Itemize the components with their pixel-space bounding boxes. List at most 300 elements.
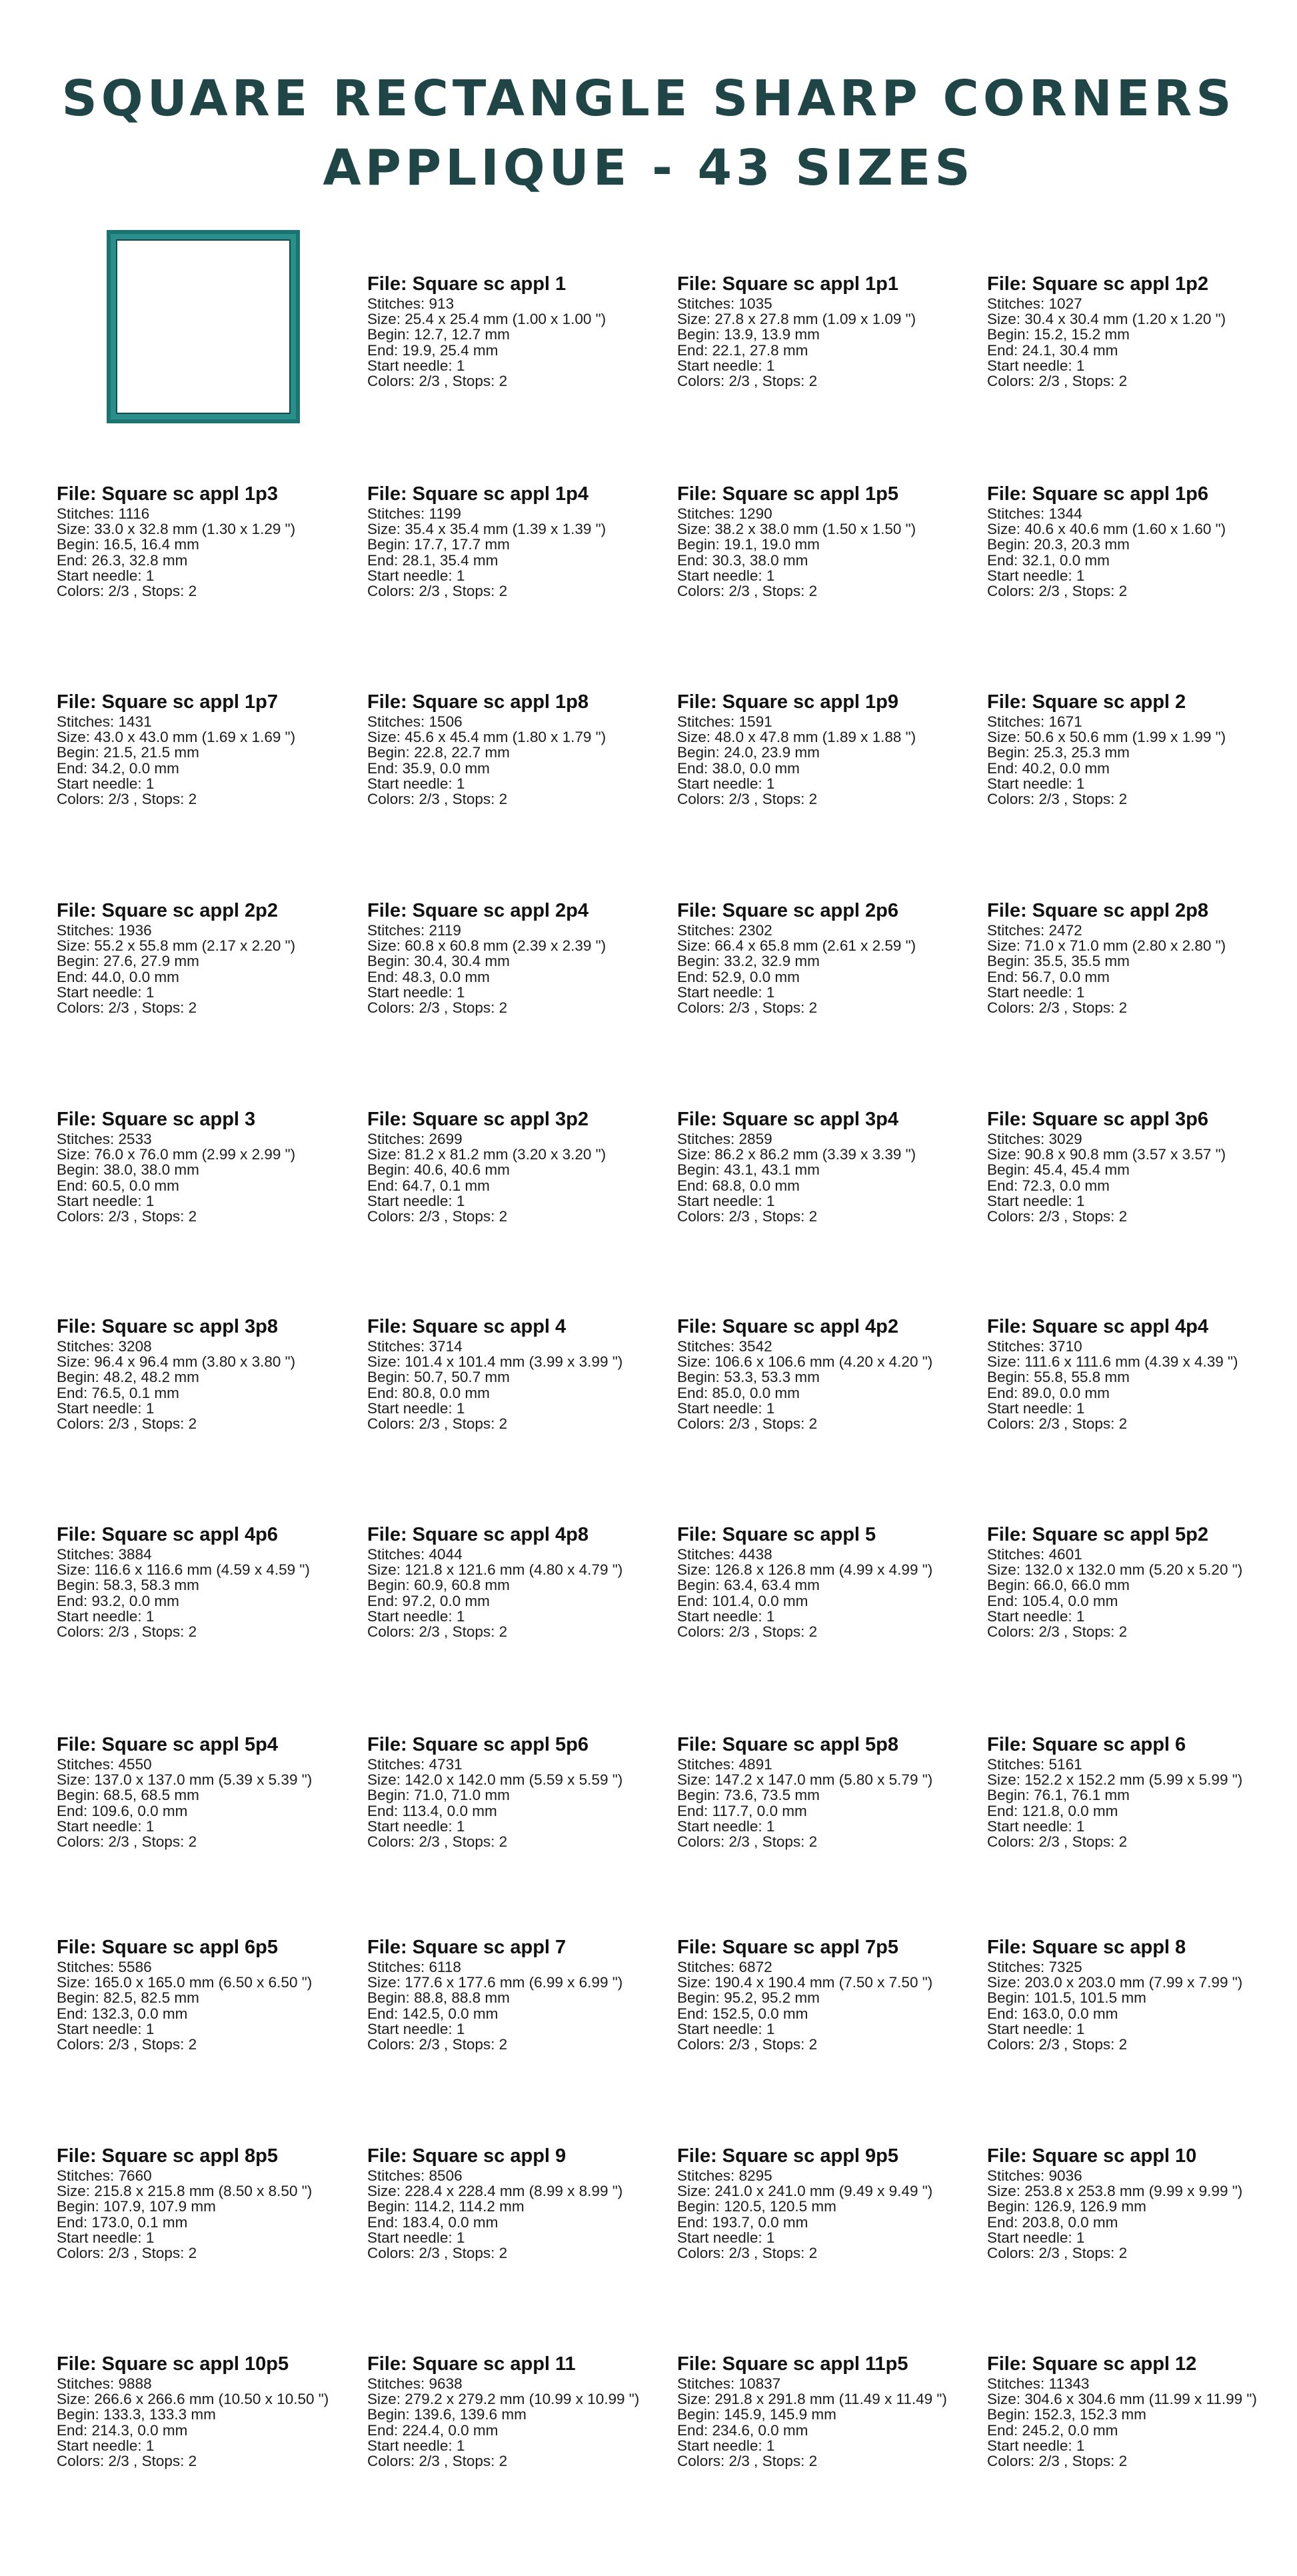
design-begin: Begin: 15.2, 15.2 mm xyxy=(987,326,1130,343)
design-entry xyxy=(57,2145,357,2261)
design-stitches: Stitches: 5586 xyxy=(57,1959,152,1975)
design-size: Size: 35.4 x 35.4 mm (1.39 x 1.39 ") xyxy=(367,521,607,538)
design-file-name: File: Square sc appl 4p8 xyxy=(367,1524,589,1545)
design-colors: Colors: 2/3 , Stops: 2 xyxy=(57,1833,197,1851)
design-file-name: File: Square sc appl 11 xyxy=(367,2353,576,2375)
design-colors: Colors: 2/3 , Stops: 2 xyxy=(987,373,1128,390)
design-size: Size: 121.8 x 121.6 mm (4.80 x 4.79 ") xyxy=(367,1561,623,1579)
title-line-1: SQUARE RECTANGLE SHARP CORNERS xyxy=(61,70,1236,127)
design-colors: Colors: 2/3 , Stops: 2 xyxy=(57,583,197,600)
design-stitches: Stitches: 2699 xyxy=(367,1131,463,1147)
design-start-needle: Start needle: 1 xyxy=(987,1817,1085,1835)
design-begin: Begin: 33.2, 32.9 mm xyxy=(677,953,820,970)
design-begin: Begin: 53.3, 53.3 mm xyxy=(677,1369,820,1386)
design-size: Size: 66.4 x 65.8 mm (2.61 x 2.59 ") xyxy=(677,937,916,955)
design-size: Size: 86.2 x 86.2 mm (3.39 x 3.39 ") xyxy=(677,1146,916,1163)
design-begin: Begin: 38.0, 38.0 mm xyxy=(57,1161,199,1179)
design-size: Size: 142.0 x 142.0 mm (5.59 x 5.59 ") xyxy=(367,1771,623,1789)
design-colors: Colors: 2/3 , Stops: 2 xyxy=(677,999,818,1017)
design-entry xyxy=(367,2145,667,2261)
design-begin: Begin: 82.5, 82.5 mm xyxy=(57,1989,199,2007)
design-start-needle: Start needle: 1 xyxy=(367,357,465,374)
design-colors: Colors: 2/3 , Stops: 2 xyxy=(987,1208,1128,1225)
design-size: Size: 96.4 x 96.4 mm (3.80 x 3.80 ") xyxy=(57,1353,296,1371)
design-stitches: Stitches: 5161 xyxy=(987,1756,1082,1773)
design-start-needle: Start needle: 1 xyxy=(987,983,1085,1001)
design-entry xyxy=(57,691,357,807)
design-end: End: 34.2, 0.0 mm xyxy=(57,759,179,777)
design-size: Size: 48.0 x 47.8 mm (1.89 x 1.88 ") xyxy=(677,729,916,746)
design-start-needle: Start needle: 1 xyxy=(367,1817,465,1835)
design-end: End: 152.5, 0.0 mm xyxy=(677,2005,808,2022)
design-end: End: 224.4, 0.0 mm xyxy=(367,2421,499,2439)
design-begin: Begin: 95.2, 95.2 mm xyxy=(677,1989,820,2007)
design-file-name: File: Square sc appl 4p6 xyxy=(57,1524,278,1545)
design-size: Size: 279.2 x 279.2 mm (10.99 x 10.99 ") xyxy=(367,2391,640,2408)
design-entry xyxy=(987,1937,1287,2052)
design-file-name: File: Square sc appl 2p4 xyxy=(367,900,589,921)
design-start-needle: Start needle: 1 xyxy=(367,1399,465,1417)
design-stitches: Stitches: 9036 xyxy=(987,2167,1082,2184)
page-title xyxy=(0,64,1297,203)
design-begin: Begin: 12.7, 12.7 mm xyxy=(367,326,510,343)
design-file-name: File: Square sc appl 11p5 xyxy=(677,2353,908,2375)
design-file-name: File: Square sc appl 5 xyxy=(677,1524,876,1545)
design-size: Size: 60.8 x 60.8 mm (2.39 x 2.39 ") xyxy=(367,937,607,955)
design-stitches: Stitches: 7325 xyxy=(987,1959,1082,1975)
design-entry xyxy=(987,2145,1287,2261)
design-entry xyxy=(57,1524,357,1639)
design-start-needle: Start needle: 1 xyxy=(987,1399,1085,1417)
design-stitches: Stitches: 2119 xyxy=(367,922,461,939)
design-entry xyxy=(987,483,1287,599)
design-entry xyxy=(367,691,667,807)
design-start-needle: Start needle: 1 xyxy=(57,1192,155,1209)
design-end: End: 40.2, 0.0 mm xyxy=(987,759,1110,777)
preview-outer-border xyxy=(109,232,298,421)
design-file-name: File: Square sc appl 10 xyxy=(987,2145,1197,2167)
design-end: End: 72.3, 0.0 mm xyxy=(987,1177,1110,1194)
design-end: End: 56.7, 0.0 mm xyxy=(987,968,1110,985)
design-begin: Begin: 133.3, 133.3 mm xyxy=(57,2406,216,2423)
design-entry xyxy=(677,1109,977,1224)
design-end: End: 163.0, 0.0 mm xyxy=(987,2005,1118,2022)
design-file-name: File: Square sc appl 3p2 xyxy=(367,1109,589,1130)
design-colors: Colors: 2/3 , Stops: 2 xyxy=(987,2036,1128,2053)
design-entry xyxy=(987,1316,1287,1431)
design-start-needle: Start needle: 1 xyxy=(367,2437,465,2454)
design-end: End: 142.5, 0.0 mm xyxy=(367,2005,499,2022)
design-size: Size: 152.2 x 152.2 mm (5.99 x 5.99 ") xyxy=(987,1771,1243,1789)
design-start-needle: Start needle: 1 xyxy=(57,775,155,792)
design-start-needle: Start needle: 1 xyxy=(57,1399,155,1417)
design-stitches: Stitches: 3714 xyxy=(367,1338,463,1355)
design-end: End: 38.0, 0.0 mm xyxy=(677,759,800,777)
design-file-name: File: Square sc appl 1p9 xyxy=(677,691,898,713)
design-end: End: 183.4, 0.0 mm xyxy=(367,2213,499,2231)
design-begin: Begin: 20.3, 20.3 mm xyxy=(987,536,1130,553)
design-colors: Colors: 2/3 , Stops: 2 xyxy=(57,2453,197,2470)
design-size: Size: 101.4 x 101.4 mm (3.99 x 3.99 ") xyxy=(367,1353,623,1371)
design-file-name: File: Square sc appl 3p8 xyxy=(57,1316,278,1337)
design-file-name: File: Square sc appl 2p8 xyxy=(987,900,1208,921)
design-size: Size: 190.4 x 190.4 mm (7.50 x 7.50 ") xyxy=(677,1974,933,1991)
design-colors: Colors: 2/3 , Stops: 2 xyxy=(987,2245,1128,2262)
design-entry xyxy=(367,273,667,389)
design-file-name: File: Square sc appl 1p8 xyxy=(367,691,589,713)
design-start-needle: Start needle: 1 xyxy=(987,2437,1085,2454)
design-size: Size: 228.4 x 228.4 mm (8.99 x 8.99 ") xyxy=(367,2183,623,2200)
design-file-name: File: Square sc appl 3p6 xyxy=(987,1109,1208,1130)
design-colors: Colors: 2/3 , Stops: 2 xyxy=(677,1415,818,1433)
design-stitches: Stitches: 4044 xyxy=(367,1546,463,1563)
design-start-needle: Start needle: 1 xyxy=(987,1607,1085,1625)
design-size: Size: 50.6 x 50.6 mm (1.99 x 1.99 ") xyxy=(987,729,1226,746)
design-stitches: Stitches: 1027 xyxy=(987,295,1082,312)
design-end: End: 245.2, 0.0 mm xyxy=(987,2421,1118,2439)
design-end: End: 28.1, 35.4 mm xyxy=(367,551,499,569)
design-colors: Colors: 2/3 , Stops: 2 xyxy=(677,791,818,808)
design-stitches: Stitches: 4601 xyxy=(987,1546,1082,1563)
design-colors: Colors: 2/3 , Stops: 2 xyxy=(367,2245,508,2262)
design-start-needle: Start needle: 1 xyxy=(677,1817,775,1835)
design-start-needle: Start needle: 1 xyxy=(57,1607,155,1625)
design-begin: Begin: 126.9, 126.9 mm xyxy=(987,2198,1146,2215)
design-stitches: Stitches: 2302 xyxy=(677,922,772,939)
design-start-needle: Start needle: 1 xyxy=(677,1607,775,1625)
design-begin: Begin: 107.9, 107.9 mm xyxy=(57,2198,216,2215)
design-begin: Begin: 63.4, 63.4 mm xyxy=(677,1577,820,1594)
design-entry xyxy=(367,1734,667,1849)
design-end: End: 234.6, 0.0 mm xyxy=(677,2421,808,2439)
design-end: End: 89.0, 0.0 mm xyxy=(987,1384,1110,1401)
design-size: Size: 25.4 x 25.4 mm (1.00 x 1.00 ") xyxy=(367,311,607,328)
design-end: End: 48.3, 0.0 mm xyxy=(367,968,490,985)
design-end: End: 44.0, 0.0 mm xyxy=(57,968,179,985)
design-size: Size: 304.6 x 304.6 mm (11.99 x 11.99 ") xyxy=(987,2391,1257,2408)
design-end: End: 105.4, 0.0 mm xyxy=(987,1592,1118,1609)
design-start-needle: Start needle: 1 xyxy=(987,2229,1085,2246)
design-file-name: File: Square sc appl 1 xyxy=(367,273,567,295)
design-begin: Begin: 30.4, 30.4 mm xyxy=(367,953,510,970)
design-end: End: 203.8, 0.0 mm xyxy=(987,2213,1118,2231)
design-end: End: 19.9, 25.4 mm xyxy=(367,341,499,359)
design-end: End: 117.7, 0.0 mm xyxy=(677,1802,807,1819)
design-start-needle: Start needle: 1 xyxy=(57,2229,155,2246)
design-stitches: Stitches: 913 xyxy=(367,295,455,312)
design-entry xyxy=(57,1937,357,2052)
design-colors: Colors: 2/3 , Stops: 2 xyxy=(57,999,197,1017)
design-stitches: Stitches: 3542 xyxy=(677,1338,772,1355)
design-begin: Begin: 145.9, 145.9 mm xyxy=(677,2406,836,2423)
design-colors: Colors: 2/3 , Stops: 2 xyxy=(987,1415,1128,1433)
design-file-name: File: Square sc appl 8p5 xyxy=(57,2145,278,2167)
design-entry xyxy=(677,1937,977,2052)
preview-inner-border xyxy=(117,240,290,413)
design-entry xyxy=(367,1109,667,1224)
design-end: End: 24.1, 30.4 mm xyxy=(987,341,1118,359)
design-file-name: File: Square sc appl 1p1 xyxy=(677,273,898,295)
design-stitches: Stitches: 1344 xyxy=(987,505,1082,522)
design-file-name: File: Square sc appl 2p6 xyxy=(677,900,898,921)
design-end: End: 113.4, 0.0 mm xyxy=(367,1802,497,1819)
design-size: Size: 203.0 x 203.0 mm (7.99 x 7.99 ") xyxy=(987,1974,1243,1991)
design-file-name: File: Square sc appl 6p5 xyxy=(57,1937,278,1958)
design-entry xyxy=(987,900,1287,1015)
design-size: Size: 177.6 x 177.6 mm (6.99 x 6.99 ") xyxy=(367,1974,623,1991)
design-stitches: Stitches: 2533 xyxy=(57,1131,152,1147)
design-size: Size: 30.4 x 30.4 mm (1.20 x 1.20 ") xyxy=(987,311,1226,328)
design-start-needle: Start needle: 1 xyxy=(987,357,1085,374)
design-entry xyxy=(367,483,667,599)
design-colors: Colors: 2/3 , Stops: 2 xyxy=(677,2453,818,2470)
design-colors: Colors: 2/3 , Stops: 2 xyxy=(367,583,508,600)
design-entry xyxy=(987,691,1287,807)
design-stitches: Stitches: 1591 xyxy=(677,713,772,730)
design-stitches: Stitches: 1116 xyxy=(57,505,150,522)
design-begin: Begin: 66.0, 66.0 mm xyxy=(987,1577,1130,1594)
design-size: Size: 137.0 x 137.0 mm (5.39 x 5.39 ") xyxy=(57,1771,313,1789)
design-begin: Begin: 35.5, 35.5 mm xyxy=(987,953,1130,970)
design-stitches: Stitches: 8506 xyxy=(367,2167,463,2184)
design-size: Size: 40.6 x 40.6 mm (1.60 x 1.60 ") xyxy=(987,521,1226,538)
design-colors: Colors: 2/3 , Stops: 2 xyxy=(367,1415,508,1433)
design-end: End: 26.3, 32.8 mm xyxy=(57,551,188,569)
design-begin: Begin: 68.5, 68.5 mm xyxy=(57,1787,199,1804)
design-colors: Colors: 2/3 , Stops: 2 xyxy=(57,1623,197,1641)
design-begin: Begin: 43.1, 43.1 mm xyxy=(677,1161,820,1179)
design-entry xyxy=(367,900,667,1015)
design-start-needle: Start needle: 1 xyxy=(367,983,465,1001)
design-start-needle: Start needle: 1 xyxy=(367,567,465,584)
design-file-name: File: Square sc appl 1p7 xyxy=(57,691,278,713)
design-file-name: File: Square sc appl 2 xyxy=(987,691,1186,713)
design-size: Size: 132.0 x 132.0 mm (5.20 x 5.20 ") xyxy=(987,1561,1243,1579)
design-file-name: File: Square sc appl 1p4 xyxy=(367,483,589,505)
design-size: Size: 76.0 x 76.0 mm (2.99 x 2.99 ") xyxy=(57,1146,296,1163)
design-file-name: File: Square sc appl 4p2 xyxy=(677,1316,898,1337)
design-start-needle: Start needle: 1 xyxy=(57,2437,155,2454)
design-begin: Begin: 45.4, 45.4 mm xyxy=(987,1161,1130,1179)
design-file-name: File: Square sc appl 9 xyxy=(367,2145,567,2167)
design-start-needle: Start needle: 1 xyxy=(57,983,155,1001)
design-start-needle: Start needle: 1 xyxy=(677,567,775,584)
design-begin: Begin: 120.5, 120.5 mm xyxy=(677,2198,836,2215)
design-stitches: Stitches: 11343 xyxy=(987,2375,1090,2392)
design-size: Size: 266.6 x 266.6 mm (10.50 x 10.50 ") xyxy=(57,2391,329,2408)
design-stitches: Stitches: 3710 xyxy=(987,1338,1082,1355)
design-start-needle: Start needle: 1 xyxy=(987,2020,1085,2037)
design-colors: Colors: 2/3 , Stops: 2 xyxy=(677,1623,818,1641)
design-stitches: Stitches: 1936 xyxy=(57,922,152,939)
design-file-name: File: Square sc appl 5p4 xyxy=(57,1734,278,1755)
design-stitches: Stitches: 1035 xyxy=(677,295,772,312)
design-colors: Colors: 2/3 , Stops: 2 xyxy=(987,2453,1128,2470)
design-stitches: Stitches: 1506 xyxy=(367,713,463,730)
design-entry xyxy=(677,2353,977,2469)
design-end: End: 60.5, 0.0 mm xyxy=(57,1177,179,1194)
design-entry xyxy=(57,1734,357,1849)
design-end: End: 109.6, 0.0 mm xyxy=(57,1802,188,1819)
design-end: End: 80.8, 0.0 mm xyxy=(367,1384,490,1401)
design-entry xyxy=(677,2145,977,2261)
design-end: End: 68.8, 0.0 mm xyxy=(677,1177,800,1194)
design-entry xyxy=(677,483,977,599)
design-stitches: Stitches: 3029 xyxy=(987,1131,1082,1147)
design-colors: Colors: 2/3 , Stops: 2 xyxy=(987,1623,1128,1641)
design-stitches: Stitches: 6118 xyxy=(367,1959,461,1975)
design-file-name: File: Square sc appl 7p5 xyxy=(677,1937,898,1958)
design-end: End: 121.8, 0.0 mm xyxy=(987,1802,1118,1819)
design-file-name: File: Square sc appl 12 xyxy=(987,2353,1197,2375)
design-size: Size: 116.6 x 116.6 mm (4.59 x 4.59 ") xyxy=(57,1561,310,1579)
design-entry xyxy=(677,1524,977,1639)
design-end: End: 193.7, 0.0 mm xyxy=(677,2213,808,2231)
design-start-needle: Start needle: 1 xyxy=(57,1817,155,1835)
design-size: Size: 253.8 x 253.8 mm (9.99 x 9.99 ") xyxy=(987,2183,1243,2200)
design-size: Size: 33.0 x 32.8 mm (1.30 x 1.29 ") xyxy=(57,521,296,538)
design-start-needle: Start needle: 1 xyxy=(367,2020,465,2037)
design-stitches: Stitches: 4891 xyxy=(677,1756,772,1773)
design-file-name: File: Square sc appl 7 xyxy=(367,1937,567,1958)
design-entry xyxy=(367,1316,667,1431)
design-start-needle: Start needle: 1 xyxy=(677,2437,775,2454)
design-entry xyxy=(367,1937,667,2052)
design-colors: Colors: 2/3 , Stops: 2 xyxy=(57,1208,197,1225)
design-file-name: File: Square sc appl 6 xyxy=(987,1734,1186,1755)
design-entry xyxy=(677,1316,977,1431)
design-end: End: 52.9, 0.0 mm xyxy=(677,968,800,985)
design-file-name: File: Square sc appl 1p2 xyxy=(987,273,1208,295)
design-entry xyxy=(367,1524,667,1639)
design-begin: Begin: 13.9, 13.9 mm xyxy=(677,326,820,343)
design-begin: Begin: 76.1, 76.1 mm xyxy=(987,1787,1130,1804)
design-entry xyxy=(57,1316,357,1431)
design-file-name: File: Square sc appl 9p5 xyxy=(677,2145,898,2167)
design-stitches: Stitches: 1290 xyxy=(677,505,772,522)
design-colors: Colors: 2/3 , Stops: 2 xyxy=(677,583,818,600)
design-stitches: Stitches: 4438 xyxy=(677,1546,772,1563)
design-size: Size: 147.2 x 147.0 mm (5.80 x 5.79 ") xyxy=(677,1771,933,1789)
design-begin: Begin: 24.0, 23.9 mm xyxy=(677,744,820,761)
design-colors: Colors: 2/3 , Stops: 2 xyxy=(367,2036,508,2053)
design-size: Size: 215.8 x 215.8 mm (8.50 x 8.50 ") xyxy=(57,2183,313,2200)
design-end: End: 93.2, 0.0 mm xyxy=(57,1592,179,1609)
design-colors: Colors: 2/3 , Stops: 2 xyxy=(677,1833,818,1851)
design-colors: Colors: 2/3 , Stops: 2 xyxy=(367,791,508,808)
design-start-needle: Start needle: 1 xyxy=(57,2020,155,2037)
design-begin: Begin: 101.5, 101.5 mm xyxy=(987,1989,1146,2007)
design-colors: Colors: 2/3 , Stops: 2 xyxy=(987,999,1128,1017)
design-end: End: 76.5, 0.1 mm xyxy=(57,1384,179,1401)
design-begin: Begin: 114.2, 114.2 mm xyxy=(367,2198,525,2215)
design-begin: Begin: 16.5, 16.4 mm xyxy=(57,536,199,553)
design-entry xyxy=(987,273,1287,389)
design-stitches: Stitches: 4550 xyxy=(57,1756,152,1773)
design-stitches: Stitches: 3884 xyxy=(57,1546,152,1563)
design-size: Size: 111.6 x 111.6 mm (4.39 x 4.39 ") xyxy=(987,1353,1238,1371)
design-entry xyxy=(677,900,977,1015)
design-stitches: Stitches: 10837 xyxy=(677,2375,781,2392)
design-file-name: File: Square sc appl 1p5 xyxy=(677,483,898,505)
design-entry xyxy=(57,900,357,1015)
design-colors: Colors: 2/3 , Stops: 2 xyxy=(987,791,1128,808)
design-colors: Colors: 2/3 , Stops: 2 xyxy=(367,1208,508,1225)
design-begin: Begin: 17.7, 17.7 mm xyxy=(367,536,510,553)
design-begin: Begin: 55.8, 55.8 mm xyxy=(987,1369,1130,1386)
design-colors: Colors: 2/3 , Stops: 2 xyxy=(677,1208,818,1225)
design-begin: Begin: 19.1, 19.0 mm xyxy=(677,536,820,553)
design-colors: Colors: 2/3 , Stops: 2 xyxy=(367,373,508,390)
design-begin: Begin: 58.3, 58.3 mm xyxy=(57,1577,199,1594)
design-colors: Colors: 2/3 , Stops: 2 xyxy=(367,1623,508,1641)
design-stitches: Stitches: 1431 xyxy=(57,713,152,730)
design-end: End: 30.3, 38.0 mm xyxy=(677,551,808,569)
design-file-name: File: Square sc appl 5p8 xyxy=(677,1734,898,1755)
design-start-needle: Start needle: 1 xyxy=(677,1192,775,1209)
design-end: End: 85.0, 0.0 mm xyxy=(677,1384,800,1401)
design-entry xyxy=(677,691,977,807)
design-entry xyxy=(987,1734,1287,1849)
design-colors: Colors: 2/3 , Stops: 2 xyxy=(57,1415,197,1433)
design-end: End: 22.1, 27.8 mm xyxy=(677,341,808,359)
design-size: Size: 165.0 x 165.0 mm (6.50 x 6.50 ") xyxy=(57,1974,313,1991)
design-colors: Colors: 2/3 , Stops: 2 xyxy=(677,2036,818,2053)
design-colors: Colors: 2/3 , Stops: 2 xyxy=(987,1833,1128,1851)
design-file-name: File: Square sc appl 4 xyxy=(367,1316,567,1337)
design-begin: Begin: 21.5, 21.5 mm xyxy=(57,744,199,761)
design-entry xyxy=(677,273,977,389)
design-end: End: 64.7, 0.1 mm xyxy=(367,1177,490,1194)
design-stitches: Stitches: 9638 xyxy=(367,2375,463,2392)
design-size: Size: 90.8 x 90.8 mm (3.57 x 3.57 ") xyxy=(987,1146,1226,1163)
design-end: End: 32.1, 0.0 mm xyxy=(987,551,1110,569)
design-stitches: Stitches: 9888 xyxy=(57,2375,152,2392)
design-size: Size: 126.8 x 126.8 mm (4.99 x 4.99 ") xyxy=(677,1561,933,1579)
design-start-needle: Start needle: 1 xyxy=(367,2229,465,2246)
design-size: Size: 45.6 x 45.4 mm (1.80 x 1.79 ") xyxy=(367,729,607,746)
design-file-name: File: Square sc appl 10p5 xyxy=(57,2353,289,2375)
design-stitches: Stitches: 2472 xyxy=(987,922,1082,939)
design-colors: Colors: 2/3 , Stops: 2 xyxy=(677,373,818,390)
design-size: Size: 27.8 x 27.8 mm (1.09 x 1.09 ") xyxy=(677,311,916,328)
design-stitches: Stitches: 7660 xyxy=(57,2167,152,2184)
design-start-needle: Start needle: 1 xyxy=(987,775,1085,792)
design-begin: Begin: 22.8, 22.7 mm xyxy=(367,744,510,761)
design-entry xyxy=(57,2353,357,2469)
design-file-name: File: Square sc appl 1p6 xyxy=(987,483,1208,505)
square-applique-preview xyxy=(107,230,300,423)
design-file-name: File: Square sc appl 3p4 xyxy=(677,1109,898,1130)
design-stitches: Stitches: 4731 xyxy=(367,1756,463,1773)
design-begin: Begin: 139.6, 139.6 mm xyxy=(367,2406,527,2423)
design-size: Size: 106.6 x 106.6 mm (4.20 x 4.20 ") xyxy=(677,1353,933,1371)
design-begin: Begin: 27.6, 27.9 mm xyxy=(57,953,199,970)
design-file-name: File: Square sc appl 4p4 xyxy=(987,1316,1208,1337)
design-end: End: 97.2, 0.0 mm xyxy=(367,1592,490,1609)
design-file-name: File: Square sc appl 5p6 xyxy=(367,1734,589,1755)
design-entry xyxy=(987,1109,1287,1224)
design-size: Size: 291.8 x 291.8 mm (11.49 x 11.49 ") xyxy=(677,2391,947,2408)
design-entry xyxy=(987,1524,1287,1639)
design-begin: Begin: 25.3, 25.3 mm xyxy=(987,744,1130,761)
design-start-needle: Start needle: 1 xyxy=(677,2229,775,2246)
design-size: Size: 81.2 x 81.2 mm (3.20 x 3.20 ") xyxy=(367,1146,607,1163)
design-size: Size: 55.2 x 55.8 mm (2.17 x 2.20 ") xyxy=(57,937,296,955)
design-entry xyxy=(367,2353,667,2469)
design-end: End: 132.3, 0.0 mm xyxy=(57,2005,188,2022)
design-file-name: File: Square sc appl 2p2 xyxy=(57,900,278,921)
